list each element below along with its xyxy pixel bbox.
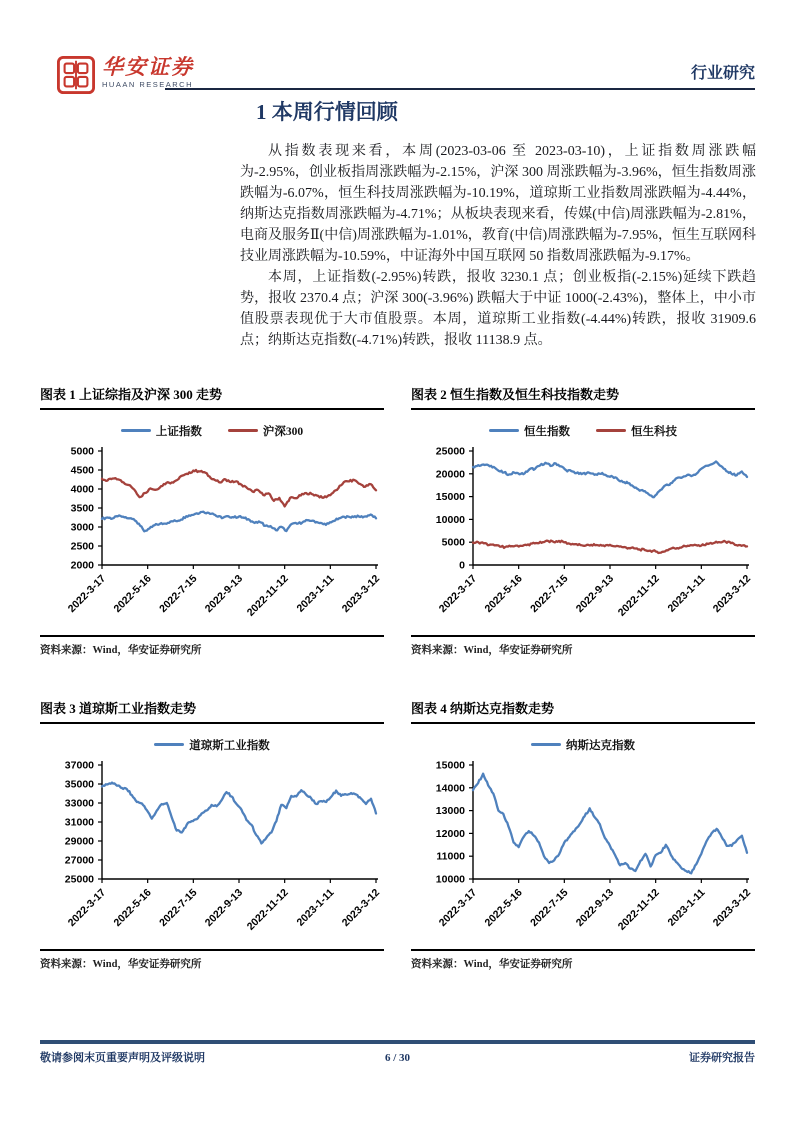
y-tick-label: 20000 — [435, 468, 465, 481]
y-tick-label: 3500 — [70, 502, 94, 515]
legend-swatch — [489, 429, 519, 433]
x-tick-label: 2022-5-16 — [482, 572, 525, 615]
figure-grid — [40, 385, 755, 971]
report-category: 行业研究 — [690, 65, 755, 82]
figure-title: 图表 3 道琼斯工业指数走势 — [40, 699, 384, 724]
paragraph: 本周，上证指数(-2.95%)转跌，报收 3230.1 点；创业板指(-2.15%)延续下跌趋势，报收 2370.4 点；沪深 300(-3.96%) 跌幅大于中证 1000(-2.43%)，整体上，中小市值股票表现优于大市值股票。本周，道琼斯工业指数(-4.44%)转跌，报收 31909.6 点；纳斯达克指数(-4.71%)转跌，报收 11138.9 点。 — [240, 270, 756, 348]
line-chart — [411, 755, 755, 941]
brand-name-cn: 华安证券 — [102, 55, 194, 79]
x-tick-label: 2023-1-11 — [294, 886, 337, 929]
series-line — [473, 541, 747, 553]
x-tick-label: 2023-1-11 — [294, 572, 337, 615]
footer-rule — [40, 1040, 755, 1044]
legend-label: 恒生科技 — [631, 425, 677, 438]
legend-item — [531, 737, 635, 753]
y-tick-label: 15000 — [435, 759, 465, 772]
series-line — [473, 462, 747, 498]
legend-item — [121, 423, 202, 439]
legend-label: 道琼斯工业指数 — [189, 739, 270, 752]
x-tick-label: 2022-9-13 — [573, 572, 617, 615]
y-tick-label: 35000 — [64, 778, 94, 791]
figure-source: 资料来源：Wind，华安证券研究所 — [40, 949, 384, 971]
y-tick-label: 4000 — [70, 483, 94, 496]
y-tick-label: 2000 — [70, 559, 94, 572]
x-tick-label: 2022-7-15 — [528, 886, 571, 929]
legend-swatch — [228, 429, 258, 433]
x-tick-label: 2023-3-12 — [339, 886, 383, 929]
figure-title: 图表 2 恒生指数及恒生科技指数走势 — [411, 385, 755, 410]
section-title: 1 本周行情回顾 — [256, 100, 398, 124]
line-chart — [40, 755, 384, 941]
series-line — [102, 470, 376, 506]
legend-label: 沪深300 — [262, 425, 304, 438]
figure-2 — [411, 385, 755, 657]
y-tick-label: 0 — [459, 559, 465, 572]
body-text — [240, 141, 756, 351]
footer-report-type: 证券研究报告 — [688, 1052, 755, 1064]
x-tick-label: 2022-5-16 — [482, 886, 525, 929]
x-tick-label: 2022-5-16 — [111, 572, 154, 615]
page-footer — [40, 1049, 755, 1065]
y-tick-label: 4500 — [70, 464, 94, 477]
y-tick-label: 10000 — [435, 513, 465, 526]
y-tick-label: 29000 — [64, 835, 94, 848]
y-tick-label: 37000 — [64, 759, 94, 772]
x-tick-label: 2022-3-17 — [436, 572, 480, 615]
page-number: 6 / 30 — [384, 1052, 411, 1064]
y-tick-label: 25000 — [64, 873, 94, 886]
legend-swatch — [154, 743, 184, 747]
series-line — [102, 783, 376, 844]
y-tick-label: 25000 — [435, 445, 465, 458]
x-tick-label: 2022-5-16 — [111, 886, 154, 929]
figure-4 — [411, 699, 755, 971]
y-tick-label: 3000 — [70, 521, 94, 534]
y-tick-label: 10000 — [435, 873, 465, 886]
x-tick-label: 2023-3-12 — [710, 572, 754, 615]
figure-title: 图表 1 上证综指及沪深 300 走势 — [40, 385, 384, 410]
x-tick-label: 2022-11-12 — [244, 886, 291, 933]
x-tick-label: 2022-9-13 — [202, 886, 246, 929]
header-rule — [165, 88, 755, 90]
y-tick-label: 14000 — [435, 782, 465, 795]
brand-name-en: HUAAN RESEARCH — [102, 80, 194, 89]
legend-item — [228, 423, 303, 439]
figure-1 — [40, 385, 384, 657]
y-tick-label: 5000 — [441, 536, 465, 549]
y-tick-label: 27000 — [64, 854, 94, 867]
chart-legend — [40, 736, 384, 753]
x-tick-label: 2022-9-13 — [573, 886, 617, 929]
y-tick-label: 31000 — [64, 816, 94, 829]
legend-swatch — [596, 429, 626, 433]
x-tick-label: 2022-9-13 — [202, 572, 246, 615]
paragraph: 从指数表现来看，本周(2023-03-06 至 2023-03-10)，上证指数周涨跌幅为-2.95%，创业板指周涨跌幅为-2.15%，沪深 300 周涨跌幅为-3.96%，恒生指数周涨跌幅为-6.07%，恒生科技周涨跌幅为-10.19%，道琼斯工业指数周涨跌幅为-4.44%，纳斯达克指数周涨跌幅为-4.71%；从板块表现来看，传媒(中信)周涨跌幅为-2.81%，电商及服务Ⅱ(中信)周涨跌幅为-1.01%，教育(中信)周涨跌幅为-7.95%，恒生互联网科技业周涨跌幅为-10.59%，中证海外中国互联网 50 指数周涨跌幅为-9.17%。 — [240, 144, 756, 264]
x-tick-label: 2022-3-17 — [65, 572, 109, 615]
y-tick-label: 33000 — [64, 797, 94, 810]
y-tick-label: 11000 — [436, 850, 465, 863]
y-tick-label: 5000 — [70, 445, 94, 458]
legend-label: 恒生指数 — [524, 425, 570, 438]
x-tick-label: 2022-3-17 — [436, 886, 480, 929]
x-tick-label: 2022-11-12 — [615, 572, 662, 619]
legend-label: 上证指数 — [155, 425, 202, 438]
x-tick-label: 2022-11-12 — [615, 886, 662, 933]
legend-item — [154, 737, 270, 753]
footer-disclaimer: 敬请参阅末页重要声明及评级说明 — [40, 1052, 205, 1064]
x-tick-label: 2022-7-15 — [528, 572, 571, 615]
x-tick-label: 2022-11-12 — [244, 572, 291, 619]
legend-label: 纳斯达克指数 — [566, 739, 635, 752]
y-tick-label: 15000 — [435, 491, 465, 504]
series-line — [473, 774, 747, 874]
figure-3 — [40, 699, 384, 971]
y-tick-label: 12000 — [435, 827, 465, 840]
y-tick-label: 13000 — [435, 805, 465, 818]
x-tick-label: 2022-7-15 — [157, 572, 200, 615]
figure-title: 图表 4 纳斯达克指数走势 — [411, 699, 755, 724]
chart-legend — [411, 422, 755, 439]
x-tick-label: 2023-1-11 — [665, 572, 708, 615]
legend-item — [596, 423, 677, 439]
y-tick-label: 2500 — [70, 540, 94, 553]
series-line — [102, 512, 376, 532]
line-chart — [40, 441, 384, 627]
figure-source: 资料来源：Wind，华安证券研究所 — [411, 635, 755, 657]
line-chart — [411, 441, 755, 627]
x-tick-label: 2022-7-15 — [157, 886, 200, 929]
huaan-logo — [102, 56, 194, 89]
figure-source: 资料来源：Wind，华安证券研究所 — [411, 949, 755, 971]
legend-swatch — [531, 743, 561, 747]
x-tick-label: 2022-3-17 — [65, 886, 109, 929]
chart-legend — [411, 736, 755, 753]
legend-swatch — [121, 429, 151, 433]
x-tick-label: 2023-1-11 — [665, 886, 708, 929]
x-tick-label: 2023-3-12 — [710, 886, 754, 929]
x-tick-label: 2023-3-12 — [339, 572, 383, 615]
huaan-seal-icon — [57, 56, 95, 94]
chart-legend — [40, 422, 384, 439]
figure-source: 资料来源：Wind，华安证券研究所 — [40, 635, 384, 657]
legend-item — [489, 423, 570, 439]
